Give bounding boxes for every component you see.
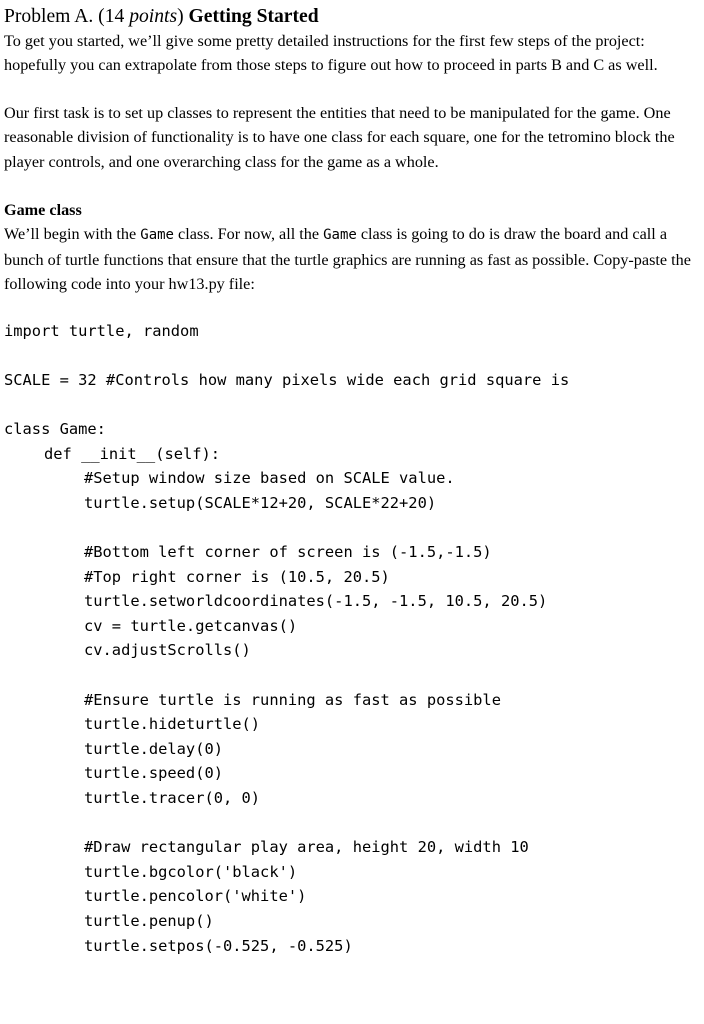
code-line: turtle.penup() bbox=[84, 911, 214, 930]
code-line: turtle.hideturtle() bbox=[84, 715, 261, 734]
problem-heading bbox=[4, 4, 702, 30]
code-blank-line bbox=[4, 392, 702, 417]
game-class-name-inline: Game bbox=[140, 227, 174, 244]
code-line: turtle.setpos(-0.525, -0.525) bbox=[84, 936, 353, 955]
code-line: #Ensure turtle is running as fast as possible bbox=[84, 690, 501, 709]
code-blank-line bbox=[4, 663, 702, 688]
code-line: turtle.delay(0) bbox=[84, 739, 223, 758]
code-line: turtle.bgcolor('black') bbox=[84, 862, 298, 881]
code-blank-line bbox=[4, 515, 702, 540]
paragraph-spacer bbox=[4, 78, 702, 101]
code-line: turtle.pencolor('white') bbox=[84, 887, 307, 906]
paragraph-spacer bbox=[4, 297, 702, 319]
code-line: turtle.tracer(0, 0) bbox=[84, 788, 261, 807]
code-line: cv.adjustScrolls() bbox=[84, 641, 251, 660]
code-line: #Setup window size based on SCALE value. bbox=[84, 469, 455, 488]
code-line: import turtle, random bbox=[4, 321, 199, 340]
code-blank-line bbox=[4, 343, 702, 368]
game-class-paragraph bbox=[4, 222, 702, 296]
code-line: cv = turtle.getcanvas() bbox=[84, 616, 298, 635]
code-line: def __init__(self): bbox=[44, 444, 221, 463]
game-class-text-1: We’ll begin with the bbox=[4, 225, 141, 244]
entities-paragraph: Our first task is to set up classes to represent the entities that need to be manipulated for the game. One reasonable division of functionality is to have one class for each square, one for the tetromino block the player controls, and one overarching class for the game as a whole. bbox=[4, 103, 675, 171]
code-blank-line bbox=[4, 811, 702, 836]
code-line: turtle.setworldcoordinates(-1.5, -1.5, 10.5, 20.5) bbox=[84, 592, 548, 611]
problem-label: Problem A. bbox=[4, 6, 94, 27]
code-line: class Game: bbox=[4, 420, 106, 439]
code-line: #Draw rectangular play area, height 20, width 10 bbox=[84, 838, 529, 857]
code-line: #Bottom left corner of screen is (-1.5,-1.5) bbox=[84, 543, 492, 561]
game-class-text-2: class. For now, all the bbox=[173, 225, 324, 244]
problem-points-word: points bbox=[129, 6, 178, 27]
intro-paragraph: To get you started, we’ll give some pretty detailed instructions for the first few steps of the project: hopefully you can extrapolate from those steps to figure out how to proceed in parts B and C as well. bbox=[4, 32, 658, 75]
code-block bbox=[4, 319, 702, 958]
problem-points-open: (14 bbox=[98, 6, 130, 27]
problem-points-close: ) bbox=[177, 6, 184, 27]
game-class-name-inline: Game bbox=[323, 227, 357, 244]
paragraph-spacer bbox=[4, 174, 702, 198]
document-page bbox=[4, 4, 702, 958]
game-class-text-3: class is going to do is draw the board and call a bunch of turtle functions that ensure that the turtle graphics are running as fast as possible. Copy-paste the following code into your hw13.py file: bbox=[4, 225, 691, 294]
game-class-heading: Game class bbox=[4, 201, 82, 220]
code-line: #Top right corner is (10.5, 20.5) bbox=[84, 567, 390, 586]
code-line: turtle.setup(SCALE*12+20, SCALE*22+20) bbox=[84, 493, 437, 512]
problem-title: Getting Started bbox=[188, 6, 319, 27]
code-line: SCALE = 32 #Controls how many pixels wide each grid square is bbox=[4, 370, 570, 389]
code-line: turtle.speed(0) bbox=[84, 764, 223, 783]
